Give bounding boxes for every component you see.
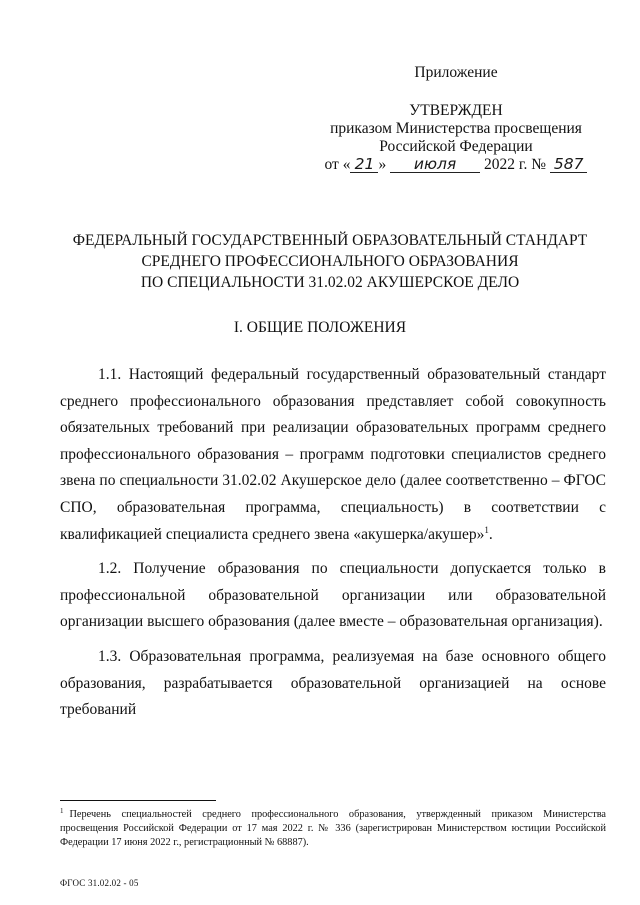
paragraph-1-1-end: . — [488, 525, 493, 543]
paragraph-1-1-text: 1.1. Настоящий федеральный государственный образовательный стандарт среднего профессионального образования представляет собой совокупность обязательных требований при реализации образовательных программ среднего профессионального образования – программ подготовки специалистов среднего звена по специальности 31.02.02 Акушерское дело (далее соответственно – ФГОС СПО, образовательная программа, специальность) в соответствии с квалификацией специалиста среднего звена «акушерка/акушер» — [60, 366, 606, 543]
footnote-mark: 1 — [60, 806, 64, 815]
section-heading: I. ОБЩИЕ ПОЛОЖЕНИЯ — [233, 319, 407, 336]
document-code: ФГОС 31.02.02 - 05 — [60, 878, 139, 888]
footnote — [60, 808, 606, 850]
title-line-3: ПО СПЕЦИАЛЬНОСТИ 31.02.02 АКУШЕРСКОЕ ДЕЛО — [140, 274, 520, 291]
title-line-1: ФЕДЕРАЛЬНЫЙ ГОСУДАРСТВЕННЫЙ ОБРАЗОВАТЕЛЬНЫЙ СТАНДАРТ — [72, 232, 588, 249]
appendix-label: Приложение — [414, 64, 498, 81]
handwritten-order-number: 587 — [550, 156, 588, 173]
title-line-2: СРЕДНЕГО ПРОФЕССИОНАЛЬНОГО ОБРАЗОВАНИЯ — [141, 253, 519, 270]
order-date-line — [316, 156, 596, 174]
paragraph-1-3: 1.3. Образовательная программа, реализуемая на базе основного общего образования, разрабатывается образовательной организацией на основе требований — [60, 647, 606, 719]
date-prefix: от « — [324, 156, 351, 173]
document-body — [60, 362, 606, 724]
approved-label: УТВЕРЖДЕН — [409, 102, 503, 119]
year-text: 2022 г. № — [483, 156, 546, 173]
footnote-text: Перечень специальностей среднего профессионального образования, утвержденный приказом Министерства просвещения Российской Федерации от 17 мая 2022 г. № 336 (зарегистрирован Министерством юстиции Российской Федерации 17 июня 2022 г., регистрационный № 68887). — [60, 809, 606, 848]
document-title — [70, 230, 590, 293]
date-close-quote: » — [378, 156, 387, 173]
approval-block — [316, 64, 596, 174]
order-line-2: Российской Федерации — [379, 138, 533, 155]
paragraph-1-2: 1.2. Получение образования по специальности допускается только в профессиональной образовательной организации или образовательной организации высшего образования (далее вместе – образовательная организация). — [60, 560, 606, 631]
paragraph-1-1 — [60, 362, 606, 548]
handwritten-day: 21 — [350, 156, 378, 173]
footnote-reference[interactable]: 1 — [484, 524, 489, 535]
footnote-divider — [60, 800, 216, 801]
order-line-1: приказом Министерства просвещения — [330, 120, 582, 137]
handwritten-month: июля — [390, 156, 480, 173]
